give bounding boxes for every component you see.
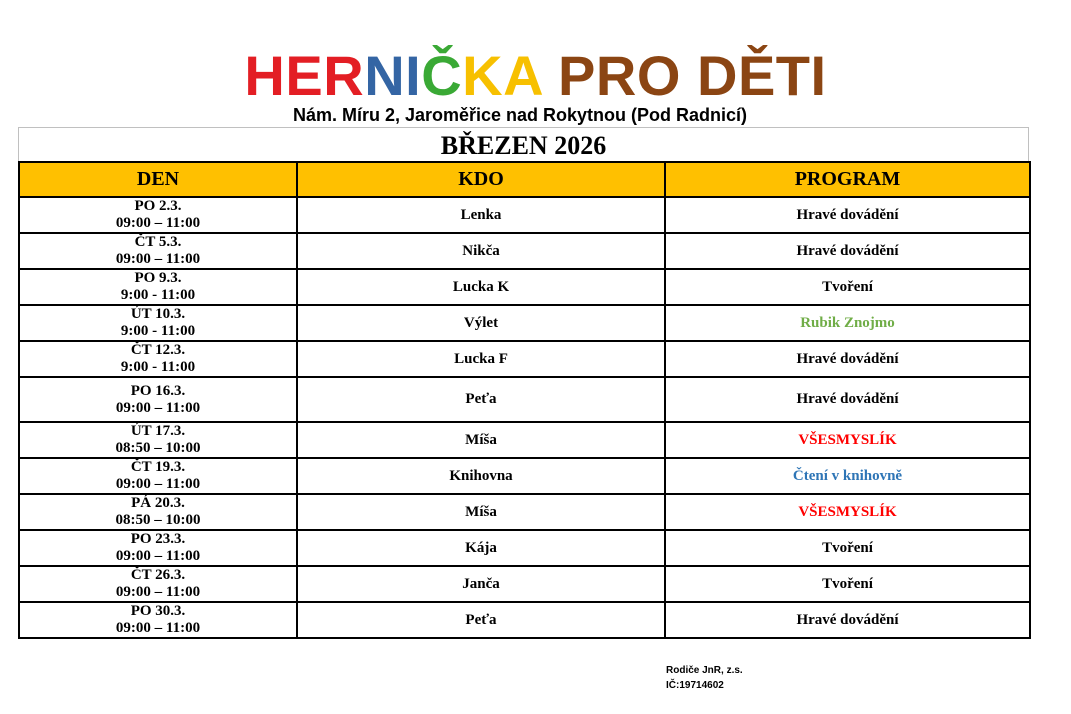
table-row (19, 566, 1030, 602)
time-label: 09:00 – 11:00 (115, 399, 201, 416)
table-row (19, 377, 1030, 422)
kdo-cell: Kája (297, 530, 665, 566)
day-cell (19, 341, 297, 377)
title-letter: I (405, 44, 422, 107)
program-cell: Hravé dovádění (665, 602, 1030, 638)
time-label: 09:00 – 11:00 (115, 251, 201, 267)
kdo-cell: Peťa (297, 602, 665, 638)
day-label: ČT 12.3. (130, 342, 186, 358)
day-label: ÚT 17.3. (130, 423, 186, 439)
kdo-cell: Míša (297, 422, 665, 458)
program-cell: Hravé dovádění (665, 233, 1030, 269)
time-label: 9:00 - 11:00 (120, 323, 196, 339)
kdo-cell: Lucka F (297, 341, 665, 377)
title-letter: Ě (737, 44, 776, 107)
kdo-cell: Peťa (297, 377, 665, 422)
title-letter: E (285, 44, 324, 107)
day-cell (19, 305, 297, 341)
title-letter: A (503, 44, 542, 107)
time-label: 09:00 – 11:00 (115, 584, 201, 600)
title-letter: H (244, 44, 286, 107)
table-row (19, 458, 1030, 494)
time-label: 9:00 - 11:00 (120, 287, 196, 303)
footer-org: Rodiče JnR, z.s. (666, 665, 743, 676)
day-cell (19, 530, 297, 566)
table-row (19, 602, 1030, 638)
day-label: ČT 5.3. (134, 234, 182, 250)
page-title (0, 44, 1071, 108)
day-label: PO 2.3. (134, 198, 182, 214)
title-letter: I (810, 44, 827, 107)
table-row (19, 233, 1030, 269)
day-cell (19, 458, 297, 494)
day-label: PO 23.3. (130, 531, 186, 547)
title-letter: N (364, 44, 406, 107)
kdo-cell: Knihovna (297, 458, 665, 494)
time-label: 08:50 – 10:00 (115, 512, 201, 528)
program-cell: Čtení v knihovně (665, 458, 1030, 494)
month-heading: BŘEZEN 2026 (18, 127, 1029, 161)
program-cell: VŠESMYSLÍK (665, 494, 1030, 530)
header-row (19, 162, 1030, 197)
day-label: PO 16.3. (130, 382, 186, 399)
time-label: 09:00 – 11:00 (115, 548, 201, 564)
time-label: 09:00 – 11:00 (115, 620, 201, 636)
header-program: PROGRAM (665, 162, 1030, 197)
schedule-sheet (18, 127, 1029, 649)
day-cell (19, 197, 297, 233)
kdo-cell: Nikča (297, 233, 665, 269)
header-kdo: KDO (297, 162, 665, 197)
title-letter: P (558, 44, 596, 107)
time-label: 9:00 - 11:00 (120, 359, 196, 375)
day-label: PO 30.3. (130, 603, 186, 619)
kdo-cell: Janča (297, 566, 665, 602)
day-label: ČT 26.3. (130, 567, 186, 583)
day-cell (19, 494, 297, 530)
program-cell: VŠESMYSLÍK (665, 422, 1030, 458)
title-letter (542, 44, 558, 107)
title-letter: T (775, 44, 811, 107)
program-cell: Hravé dovádění (665, 197, 1030, 233)
program-cell: Tvoření (665, 566, 1030, 602)
table-row (19, 530, 1030, 566)
title-letter: Č (421, 44, 463, 107)
day-label: PO 9.3. (134, 270, 182, 286)
kdo-cell: Lenka (297, 197, 665, 233)
day-cell (19, 566, 297, 602)
table-row (19, 269, 1030, 305)
day-cell (19, 269, 297, 305)
address-subtitle: Nám. Míru 2, Jaroměřice nad Rokytnou (Pod Radnicí) (292, 105, 748, 125)
day-cell (19, 233, 297, 269)
time-label: 09:00 – 11:00 (115, 215, 201, 231)
day-cell (19, 422, 297, 458)
schedule-table (18, 161, 1031, 639)
kdo-cell: Výlet (297, 305, 665, 341)
day-label: PÁ 20.3. (131, 495, 185, 511)
title-letter: R (595, 44, 637, 107)
day-cell (19, 602, 297, 638)
title-letter (681, 44, 697, 107)
table-row (19, 422, 1030, 458)
program-cell: Tvoření (665, 530, 1030, 566)
kdo-cell: Míša (297, 494, 665, 530)
day-cell (19, 377, 297, 422)
table-row (19, 341, 1030, 377)
table-row (19, 305, 1030, 341)
title-letter: D (696, 44, 738, 107)
program-cell: Hravé dovádění (665, 341, 1030, 377)
table-row (19, 494, 1030, 530)
title-letter: K (462, 44, 504, 107)
program-cell: Rubik Znojmo (665, 305, 1030, 341)
title-letter: O (636, 44, 681, 107)
day-label: ÚT 10.3. (130, 306, 186, 322)
day-label: ČT 19.3. (130, 459, 186, 475)
table-row (19, 197, 1030, 233)
time-label: 08:50 – 10:00 (115, 440, 201, 456)
footer-ic: IČ:19714602 (666, 680, 724, 691)
footer (666, 663, 743, 693)
title-letter: R (323, 44, 365, 107)
program-cell: Hravé dovádění (665, 377, 1030, 422)
time-label: 09:00 – 11:00 (115, 476, 201, 492)
program-cell: Tvoření (665, 269, 1030, 305)
kdo-cell: Lucka K (297, 269, 665, 305)
header-den: DEN (19, 162, 297, 197)
